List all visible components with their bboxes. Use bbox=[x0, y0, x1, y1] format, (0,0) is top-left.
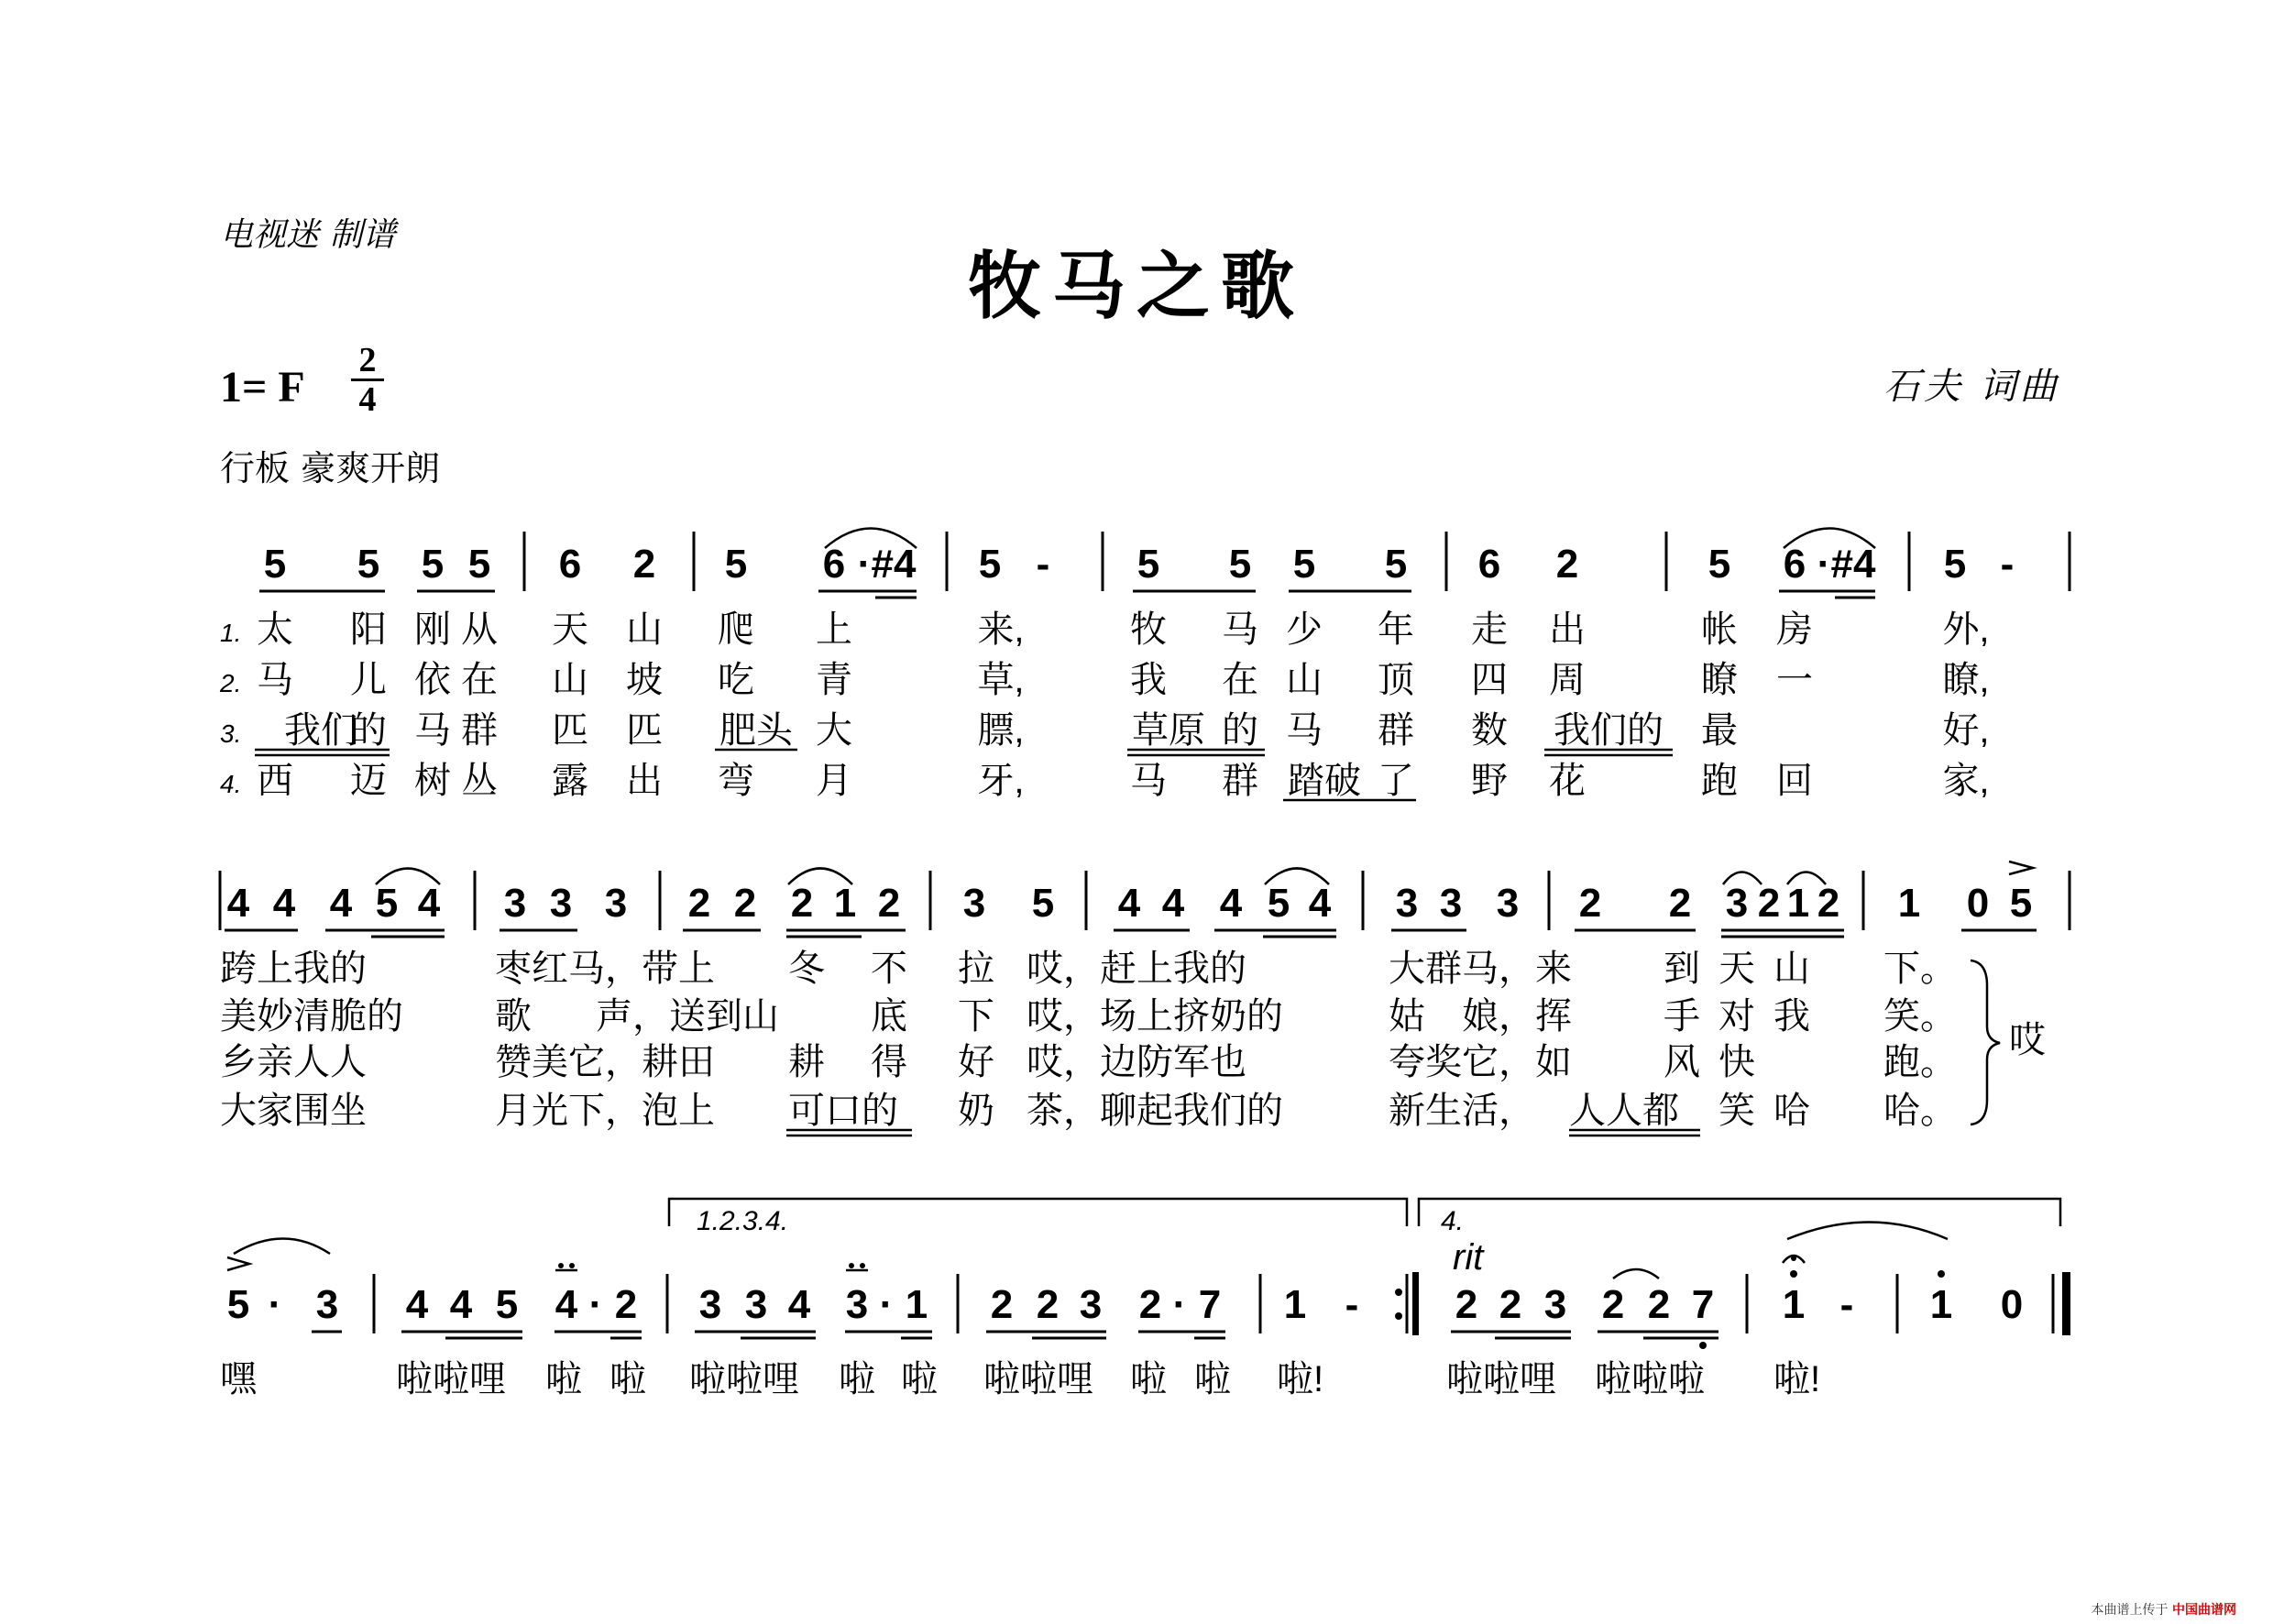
lyric: 马 bbox=[1222, 609, 1258, 650]
lyric: 坡 bbox=[626, 660, 663, 700]
lyric: 出 bbox=[1549, 609, 1586, 650]
lyric: 人人都 bbox=[1569, 1091, 1679, 1131]
lyric: 啦啦哩 bbox=[983, 1359, 1093, 1399]
note: 5 bbox=[978, 542, 1002, 587]
lyric: 来, bbox=[977, 609, 1025, 650]
lyric: 好, bbox=[1942, 710, 1990, 751]
note: 5 bbox=[1292, 542, 1316, 587]
lyric: 丛 bbox=[461, 761, 498, 801]
note: 3 bbox=[1395, 881, 1419, 926]
verse-number: 2. bbox=[220, 669, 242, 697]
note: 4 bbox=[555, 1282, 578, 1327]
lyric: 树 bbox=[414, 761, 451, 801]
lyric: 下 bbox=[958, 996, 994, 1037]
lyric: 大群马，来 bbox=[1389, 949, 1572, 989]
lyric: 从 bbox=[461, 609, 498, 650]
lyric: 瞭 bbox=[1701, 660, 1738, 700]
note: 2 bbox=[990, 1282, 1014, 1327]
lyric: 哈。 bbox=[1883, 1091, 1957, 1131]
note: 3 bbox=[1496, 881, 1520, 926]
note: 6 bbox=[1783, 542, 1806, 587]
note-dot: · bbox=[268, 1282, 282, 1327]
lyric: 我 bbox=[1773, 996, 1810, 1037]
note: 0 bbox=[2000, 1282, 2024, 1327]
lyric: 好 bbox=[958, 1042, 994, 1082]
note: 1 bbox=[1283, 1282, 1307, 1327]
note: 5 bbox=[2009, 881, 2033, 926]
lyric: 哎，场上挤奶的 bbox=[1027, 996, 1283, 1037]
note: 2 bbox=[1647, 1282, 1671, 1327]
lyric: 跨上我的 bbox=[220, 949, 367, 989]
note: 2 bbox=[1455, 1282, 1478, 1327]
lyric: 最 bbox=[1701, 710, 1738, 751]
note: 5 bbox=[1136, 542, 1160, 587]
note: 3 bbox=[744, 1282, 768, 1327]
volta-2: 4. bbox=[1441, 1206, 1465, 1236]
lyric: 嘿 bbox=[220, 1359, 257, 1399]
note: 4 bbox=[226, 881, 250, 926]
lyric: 四 bbox=[1471, 660, 1508, 700]
note: 5 bbox=[226, 1282, 250, 1327]
lyric: 山 bbox=[1773, 949, 1810, 989]
lyric: 茶，聊起我们的 bbox=[1027, 1091, 1283, 1131]
lyric: 手 bbox=[1664, 996, 1700, 1037]
note: 2 bbox=[1601, 1282, 1625, 1327]
note: 5 bbox=[421, 542, 445, 587]
note: 1 bbox=[833, 881, 857, 926]
note: 3 bbox=[315, 1282, 339, 1327]
note: 2 bbox=[1036, 1282, 1060, 1327]
author-credit: 石夫 词曲 bbox=[1883, 366, 2060, 408]
lyric: 乡亲人人 bbox=[220, 1042, 367, 1082]
lyric: 跑。 bbox=[1883, 1042, 1957, 1082]
verse-number: 3. bbox=[220, 719, 242, 748]
time-denominator: 4 bbox=[358, 380, 377, 419]
note: 2 bbox=[1499, 1282, 1522, 1327]
lyric: 枣红马，带上 bbox=[495, 949, 715, 989]
note: 4 bbox=[272, 881, 296, 926]
lyric: 家, bbox=[1942, 761, 1990, 801]
lyric: 的 bbox=[1222, 710, 1258, 751]
lyric: 马 bbox=[1130, 761, 1167, 801]
note: 3 bbox=[1079, 1282, 1103, 1327]
lyric: 耕 bbox=[788, 1042, 825, 1082]
lyric: 可口的 bbox=[788, 1091, 898, 1131]
note: 4 bbox=[449, 1282, 473, 1327]
lyric: 大家围坐 bbox=[220, 1091, 367, 1131]
lyric: 花 bbox=[1549, 761, 1586, 801]
note: 3 bbox=[1439, 881, 1463, 926]
note: 4 bbox=[1161, 881, 1185, 926]
lyric: 太 bbox=[257, 609, 293, 650]
note: 4 bbox=[329, 881, 353, 926]
lyric: 草原 bbox=[1132, 710, 1205, 751]
tempo-marking: 行板 豪爽开朗 bbox=[220, 448, 441, 488]
lyric: 我们 bbox=[284, 710, 357, 751]
lyric: 瞭, bbox=[1942, 660, 1990, 700]
verse-number: 1. bbox=[220, 619, 242, 647]
note: 0 bbox=[1966, 881, 1990, 926]
note: 6 bbox=[1477, 542, 1501, 587]
lyric: 了 bbox=[1378, 761, 1414, 801]
lyric: 吃 bbox=[718, 660, 754, 700]
lyric: 奶 bbox=[958, 1091, 994, 1131]
lyric: 啦 bbox=[609, 1359, 646, 1399]
note: #4 bbox=[1830, 542, 1876, 587]
lyric: 月光下，泡上 bbox=[495, 1091, 715, 1131]
footer-text: 本曲谱上传于 bbox=[2091, 1603, 2169, 1618]
lyric: 拉 bbox=[958, 949, 994, 989]
note: 5 bbox=[357, 542, 380, 587]
note: 2 bbox=[632, 542, 656, 587]
lyric: 爬 bbox=[718, 609, 754, 650]
verse-number: 4. bbox=[220, 770, 242, 798]
maker-credit: 电视迷 制谱 bbox=[220, 216, 396, 254]
lyric: 快 bbox=[1718, 1042, 1755, 1082]
lyric: 啦啦哩 bbox=[689, 1359, 799, 1399]
lyric: 阳 bbox=[350, 609, 387, 650]
lyric: 山 bbox=[552, 660, 588, 700]
lyric: 夸奖它，如 bbox=[1389, 1042, 1572, 1082]
note: 1 bbox=[1786, 881, 1810, 926]
lyric: 我们的 bbox=[1554, 710, 1664, 751]
lyric: 肥头 bbox=[719, 710, 793, 751]
lyric: 歌 bbox=[495, 996, 532, 1037]
note: 3 bbox=[1725, 881, 1749, 926]
note: 2 bbox=[1757, 881, 1781, 926]
note: 3 bbox=[1543, 1282, 1567, 1327]
note: 3 bbox=[845, 1282, 869, 1327]
note: 1 bbox=[905, 1282, 928, 1327]
lyric: 匹 bbox=[626, 710, 663, 751]
lyric: 马 bbox=[257, 660, 293, 700]
note: 5 bbox=[1707, 542, 1731, 587]
note: 2 bbox=[1138, 1282, 1162, 1327]
note: 1 bbox=[1929, 1282, 1953, 1327]
note: 2 bbox=[877, 881, 901, 926]
lyric: 走 bbox=[1471, 609, 1508, 650]
lyric: 依 bbox=[414, 660, 451, 700]
note: 2 bbox=[1555, 542, 1579, 587]
lyric: 得 bbox=[871, 1042, 907, 1082]
lyric-hai: 哎 bbox=[2009, 1020, 2046, 1060]
lyric: 哎，边防军也 bbox=[1027, 1042, 1246, 1082]
lyric: 美妙清脆的 bbox=[220, 996, 403, 1037]
lyric: 啦 bbox=[1130, 1359, 1167, 1399]
note: 5 bbox=[467, 542, 491, 587]
lyric: 露 bbox=[552, 761, 588, 801]
dash: - bbox=[1839, 1282, 1854, 1327]
note: 5 bbox=[1267, 881, 1290, 926]
note: 1 bbox=[1897, 881, 1921, 926]
note: 5 bbox=[724, 542, 748, 587]
lyric: 啦! bbox=[1277, 1359, 1324, 1399]
dash: - bbox=[1345, 1282, 1359, 1327]
lyric: 天 bbox=[1718, 949, 1755, 989]
note: 5 bbox=[263, 542, 287, 587]
note-dot: · bbox=[588, 1282, 603, 1327]
lyric: 青 bbox=[816, 660, 852, 700]
verse-brace bbox=[1971, 960, 2000, 1125]
lyric: 在 bbox=[461, 660, 498, 700]
lyric: 啦 bbox=[901, 1359, 938, 1399]
volta-1: 1.2.3.4. bbox=[697, 1206, 789, 1236]
lyric: 马 bbox=[1286, 710, 1323, 751]
note: 2 bbox=[1817, 881, 1840, 926]
note: 2 bbox=[614, 1282, 638, 1327]
lyric: 跑 bbox=[1701, 761, 1738, 801]
lyric: 一 bbox=[1776, 660, 1813, 700]
note-dot: · bbox=[879, 1282, 894, 1327]
lyric: 野 bbox=[1471, 761, 1508, 801]
lyric: 少 bbox=[1286, 609, 1323, 650]
note: 3 bbox=[503, 881, 527, 926]
lyric: 刚 bbox=[414, 609, 451, 650]
note: #4 bbox=[871, 542, 917, 587]
note: 2 bbox=[1578, 881, 1602, 926]
note: 2 bbox=[687, 881, 711, 926]
note: 2 bbox=[1668, 881, 1692, 926]
lyric: 帐 bbox=[1701, 609, 1738, 650]
note: 4 bbox=[787, 1282, 811, 1327]
note: 6 bbox=[558, 542, 582, 587]
song-title: 牧马之歌 bbox=[968, 243, 1305, 329]
lyric: 群 bbox=[461, 710, 498, 751]
note: 5 bbox=[495, 1282, 519, 1327]
lyric: 月 bbox=[816, 761, 852, 801]
lyric: 匹 bbox=[552, 710, 588, 751]
lyric: 群 bbox=[1222, 761, 1258, 801]
lyric: 我 bbox=[1130, 660, 1167, 700]
lyric: 下。 bbox=[1883, 949, 1957, 989]
lyric: 大 bbox=[816, 710, 852, 751]
lyric: 山 bbox=[626, 609, 663, 650]
lyric: 笑 bbox=[1718, 1091, 1755, 1131]
lyric: 周 bbox=[1549, 660, 1586, 700]
lyric: 啦 bbox=[1194, 1359, 1231, 1399]
lyric: 儿 bbox=[350, 660, 387, 700]
note: 3 bbox=[698, 1282, 722, 1327]
lyric: 山 bbox=[1286, 660, 1323, 700]
lyric: 草, bbox=[977, 660, 1025, 700]
system-3 bbox=[220, 1199, 2070, 1399]
note: 2 bbox=[733, 881, 757, 926]
note: 2 bbox=[790, 881, 814, 926]
lyric: 弯 bbox=[718, 761, 754, 801]
lyric: 底 bbox=[871, 996, 907, 1037]
lyric: 牧 bbox=[1130, 609, 1167, 650]
note: 1 bbox=[1782, 1282, 1806, 1327]
lyric: 笑。 bbox=[1883, 996, 1957, 1037]
note-dot: · bbox=[1172, 1282, 1187, 1327]
note: 5 bbox=[375, 881, 399, 926]
lyric: 啦! bbox=[1773, 1359, 1821, 1399]
lyric: 年 bbox=[1378, 609, 1414, 650]
lyric: 啦啦哩 bbox=[396, 1359, 506, 1399]
lyric: 膘, bbox=[977, 710, 1025, 751]
lyric: 冬 bbox=[788, 949, 825, 989]
lyric: 房 bbox=[1776, 609, 1813, 650]
lyric: 姑 bbox=[1389, 996, 1425, 1037]
lyric: 出 bbox=[626, 761, 663, 801]
lyric: 赞美它，耕田 bbox=[495, 1042, 715, 1082]
lyric: 马 bbox=[414, 710, 451, 751]
note: 3 bbox=[604, 881, 628, 926]
dash: - bbox=[1036, 542, 1050, 587]
lyric: 迈 bbox=[350, 761, 387, 801]
note-dot: · bbox=[1817, 542, 1831, 587]
lyric: 外, bbox=[1942, 609, 1990, 650]
rit-marking: rit bbox=[1453, 1237, 1484, 1278]
note: 3 bbox=[962, 881, 986, 926]
dash: - bbox=[2000, 542, 2015, 587]
lyric: 哈 bbox=[1773, 1091, 1810, 1131]
lyric: 娘，挥 bbox=[1462, 996, 1572, 1037]
lyric: 回 bbox=[1776, 761, 1813, 801]
lyric: 不 bbox=[871, 949, 907, 989]
system-1 bbox=[219, 529, 2070, 802]
site-footer bbox=[2092, 1600, 2236, 1619]
note: 6 bbox=[822, 542, 846, 587]
lyric: 牙, bbox=[977, 761, 1025, 801]
lyric: 的 bbox=[350, 710, 387, 751]
note: 4 bbox=[405, 1282, 429, 1327]
lyric: 新生活， bbox=[1389, 1091, 1535, 1131]
note: 7 bbox=[1198, 1282, 1222, 1327]
note: 4 bbox=[1219, 881, 1243, 926]
note: 7 bbox=[1691, 1282, 1715, 1327]
lyric: 风 bbox=[1664, 1042, 1700, 1082]
lyric: 西 bbox=[257, 761, 293, 801]
note: 4 bbox=[1117, 881, 1141, 926]
lyric: 哎，赶上我的 bbox=[1027, 949, 1246, 989]
lyric: 啦 bbox=[839, 1359, 875, 1399]
lyric: 声，送到山 bbox=[596, 996, 779, 1037]
lyric: 数 bbox=[1471, 710, 1508, 751]
lyric: 踏破 bbox=[1288, 761, 1361, 801]
note: 5 bbox=[1943, 542, 1967, 587]
lyric: 对 bbox=[1718, 996, 1755, 1037]
lyric: 啦啦啦 bbox=[1595, 1359, 1705, 1399]
note: 5 bbox=[1384, 542, 1408, 587]
note-dot: · bbox=[857, 542, 872, 587]
note: 5 bbox=[1228, 542, 1252, 587]
lyric: 群 bbox=[1378, 710, 1414, 751]
footer-site[interactable]: 中国曲谱网 bbox=[2172, 1603, 2236, 1618]
lyric: 上 bbox=[816, 609, 852, 650]
time-numerator: 2 bbox=[358, 341, 377, 379]
lyric: 啦 bbox=[545, 1359, 582, 1399]
lyric: 到 bbox=[1664, 949, 1700, 989]
note: 4 bbox=[1308, 881, 1332, 926]
lyric: 啦啦哩 bbox=[1446, 1359, 1556, 1399]
note: 4 bbox=[417, 881, 441, 926]
lyric: 顶 bbox=[1378, 660, 1414, 700]
lyric: 在 bbox=[1222, 660, 1258, 700]
key-signature: 1= F bbox=[220, 363, 305, 411]
note: 5 bbox=[1031, 881, 1055, 926]
note: 3 bbox=[549, 881, 573, 926]
lyric: 天 bbox=[552, 609, 588, 650]
system-2 bbox=[220, 861, 2070, 1136]
